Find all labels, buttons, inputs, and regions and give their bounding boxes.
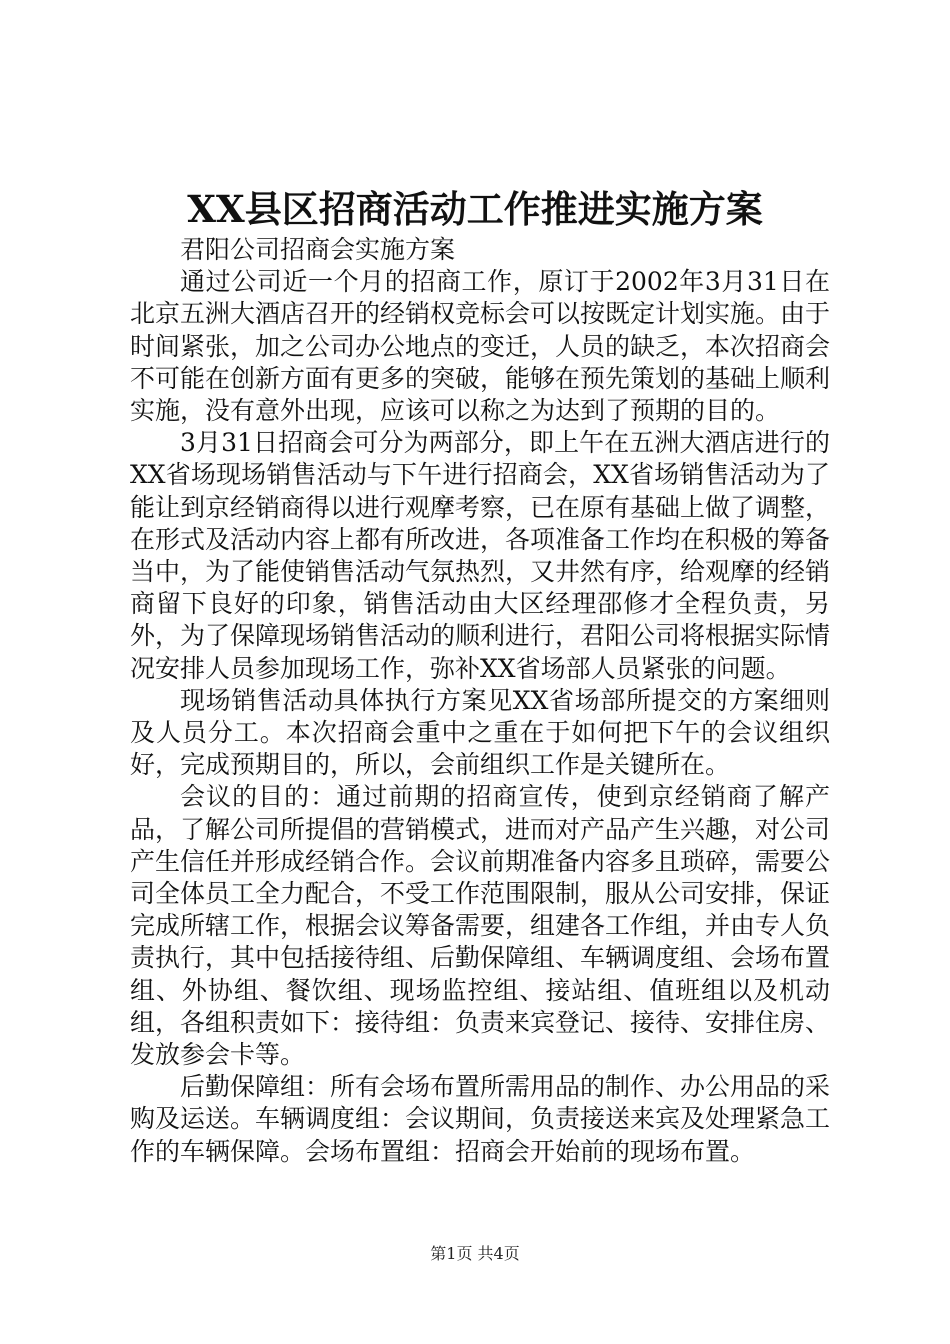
paragraph: 通过公司近一个月的招商工作，原订于2002年3月31日在北京五洲大酒店召开的经销权竞标会可以按既定计划实施。由于时间紧张，加之公司办公地点的变迁，人员的缺乏，本次招商会不可能在创新方面有更多的突破，能够在预先策划的基础上顺利实施，没有意外出现，应该可以称之为达到了预期的目的。 (130, 267, 831, 426)
paragraph: 会议的目的：通过前期的招商宣传，使到京经销商了解产品，了解公司所提倡的营销模式，进而对产品产生兴趣，对公司产生信任并形成经销合作。会议前期准备内容多且琐碎，需要公司全体员工全力配合，不受工作范围限制，服从公司安排，保证完成所辖工作，根据会议筹备需要，组建各工作组，并由专人负责执行，其中包括接待组、后勤保障组、车辆调度组、会场布置组、外协组、餐饮组、现场监控组、接站组、值班组以及机动组，各组积责如下：接待组：负责来宾登记、接待、安排住房、发放参会卡等。 (130, 782, 831, 1070)
paragraph: 后勤保障组：所有会场布置所需用品的制作、办公用品的采购及运送。车辆调度组：会议期间，负责接送来宾及处理紧急工作的车辆保障。会场布置组：招商会开始前的现场布置。 (130, 1072, 831, 1166)
page-number-footer: 第1页 共4页 (430, 1244, 520, 1263)
paragraph: 3月31日招商会可分为两部分，即上午在五洲大酒店进行的XX省场现场销售活动与下午进行招商会，XX省场销售活动为了能让到京经销商得以进行观摩考察，已在原有基础上做了调整，在形式及活动内容上都有所改进，各项准备工作均在积极的筹备当中，为了能使销售活动气氛热烈，又井然有序，给观摩的经销商留下良好的印象，销售活动由大区经理邵修才全程负责，另外，为了保障现场销售活动的顺利进行，君阳公司将根据实际情况安排人员参加现场工作，弥补XX省场部人员紧张的问题。 (130, 428, 831, 683)
paragraph-subtitle: 君阳公司招商会实施方案 (180, 235, 456, 264)
paragraph: 现场销售活动具体执行方案见XX省场部所提交的方案细则及人员分工。本次招商会重中之重在于如何把下午的会议组织好，完成预期目的，所以，会前组织工作是关键所在。 (130, 685, 830, 780)
document-body (130, 234, 830, 1168)
document-title: XX县区招商活动工作推进实施方案 (187, 187, 763, 231)
